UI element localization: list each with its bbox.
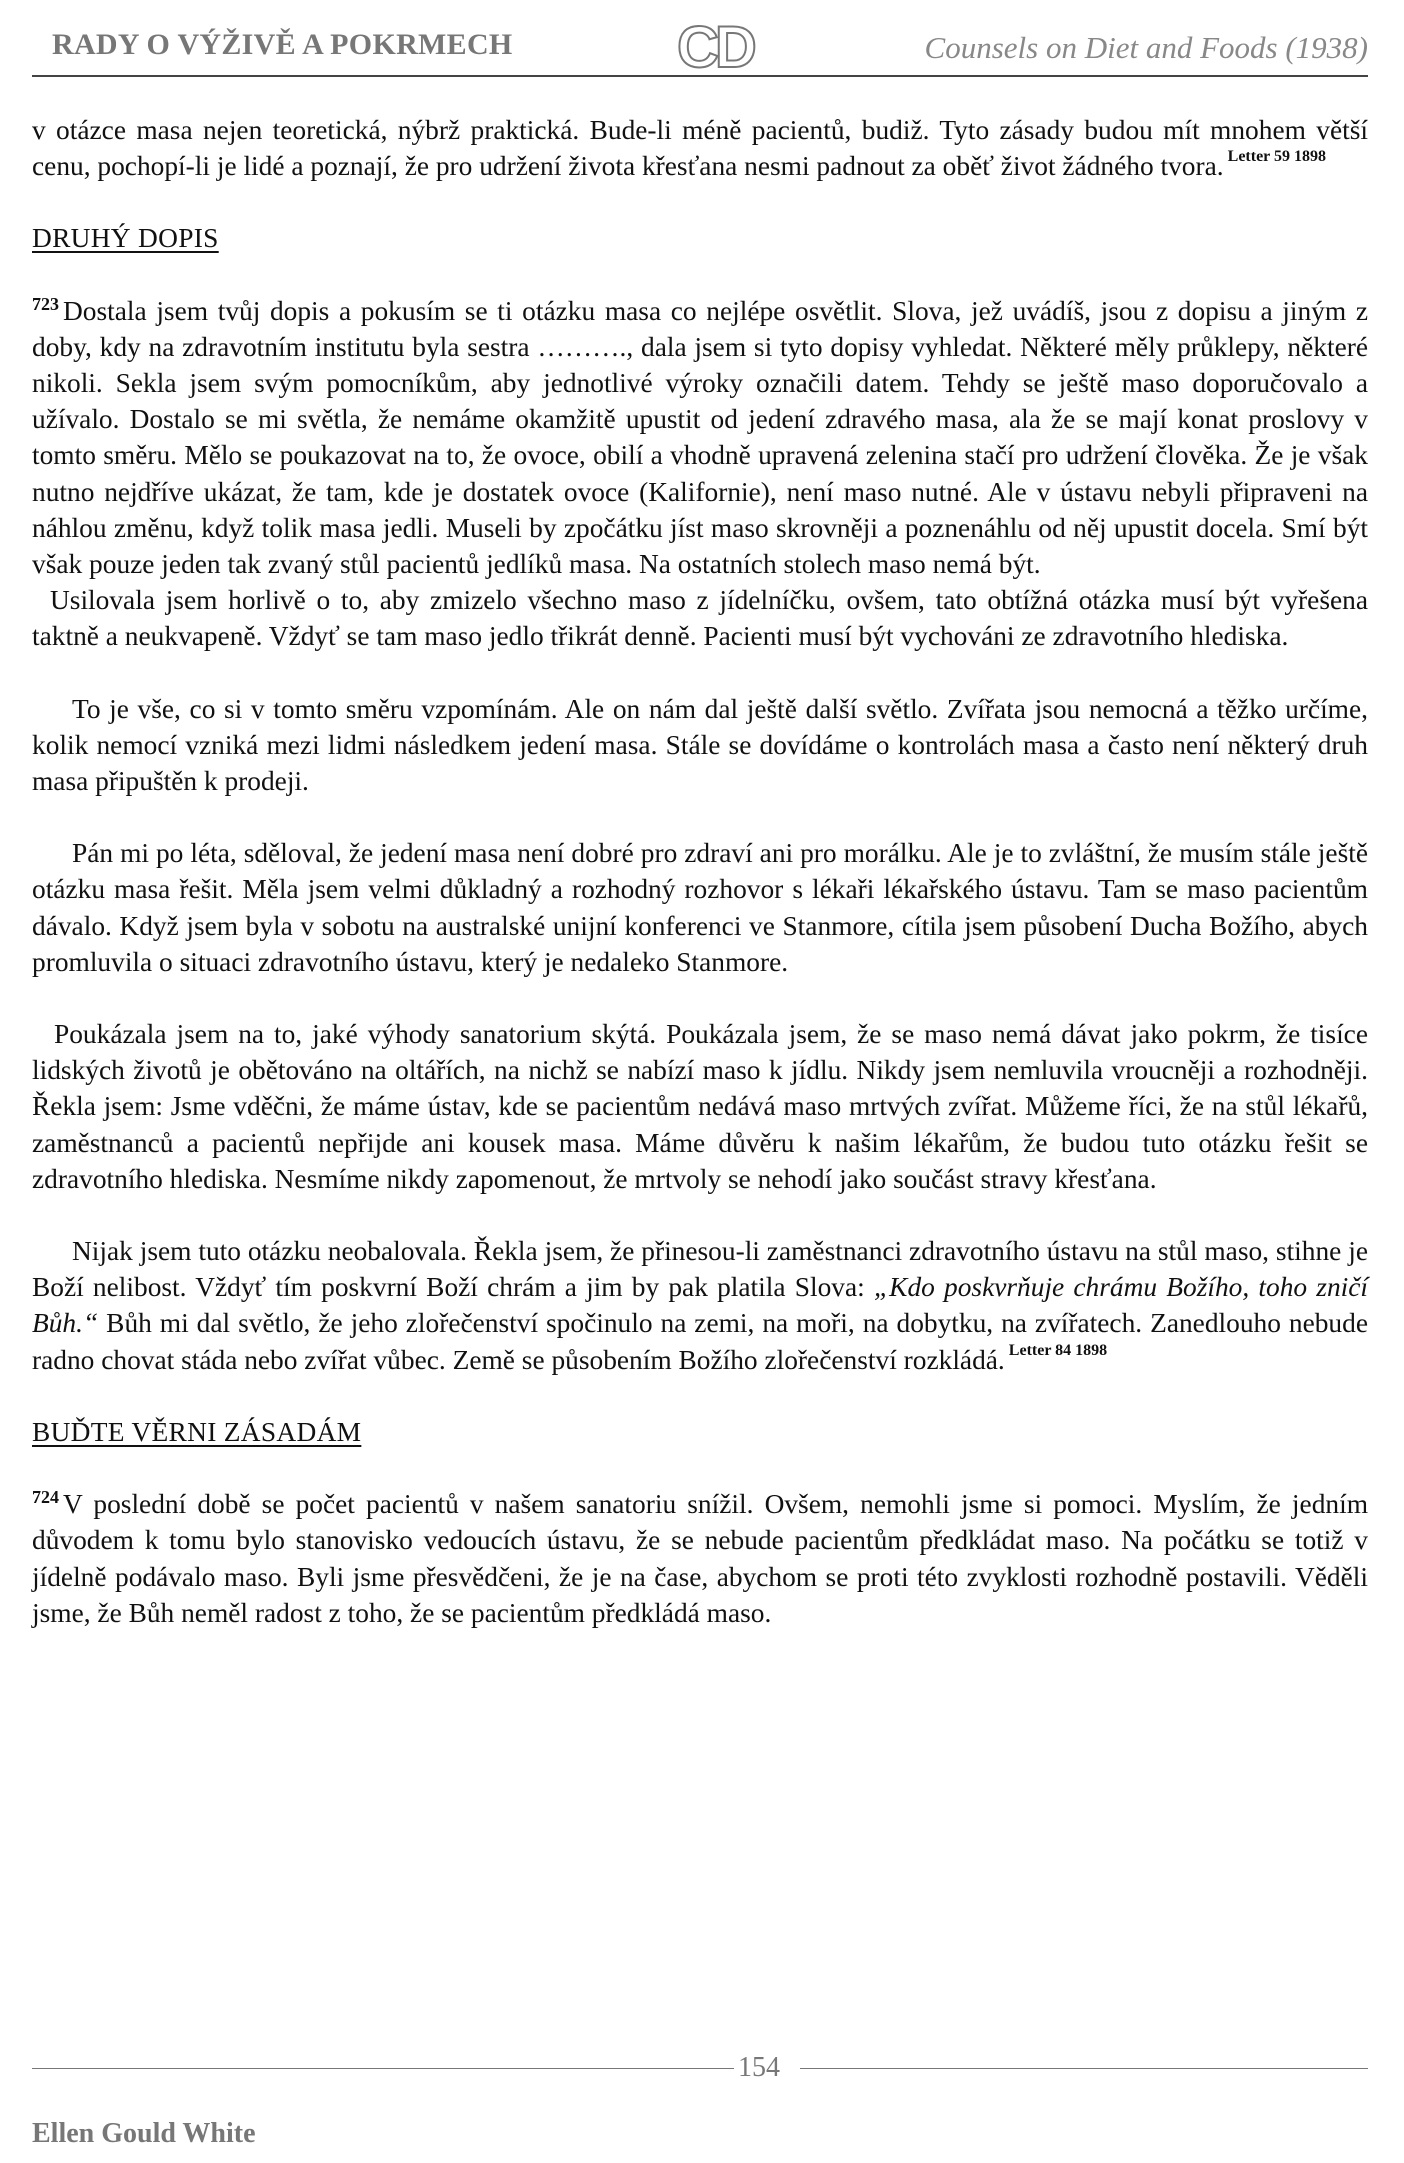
paragraph	[32, 1486, 1368, 1631]
paragraph-text: V poslední době se počet pacientů v našem sanatoriu snížil. Ovšem, nemohli jsme si pomoci. Myslím, že jedním důvodem k tomu bylo stanovisko vedoucích ústavu, že se nebude pacientům předkládat maso. Na počátku se totiž v jídelně podávalo maso. Byli jsme přesvědčeni, že je na čase, abychom se proti této zvyklosti rozhodně postavili. Věděli jsme, že Bůh neměl radost z toho, že se pacientům předkládá maso.	[32, 1489, 1368, 1628]
letter-reference: Letter 59 1898	[1227, 148, 1326, 166]
header-rule	[32, 75, 1368, 77]
paragraph	[32, 1233, 1368, 1378]
page-header	[32, 15, 1368, 80]
scripture-quote: „Kdo poskvrňuje chrámu Božího, toho zničí Bůh.“	[32, 1272, 1369, 1339]
page-number: 154	[738, 2052, 780, 2083]
section-heading: BUĎTE VĚRNI ZÁSADÁM	[32, 1416, 362, 1447]
author-name: Ellen Gould White	[32, 2118, 256, 2149]
paragraph-number: 724	[32, 1487, 59, 1508]
book-title-english: Counsels on Diet and Foods (1938)	[924, 30, 1368, 65]
paragraph: To je vše, co si v tomto směru vzpomínám. Ale on nám dal ještě další světlo. Zvířata jsou nemocná a těžko určíme, kolik nemocí vzniká mezi lidmi následkem jedení masa. Stále se dovídáme o kontrolách masa a často není některý druh masa připuštěn k prodeji.	[32, 693, 1368, 797]
book-title-czech: RADY O VÝŽIVĚ A POKRMECH	[52, 28, 513, 61]
paragraph	[32, 293, 1368, 583]
letter-reference: Letter 84 1898	[1008, 1341, 1108, 1359]
paragraph: Poukázala jsem na to, jaké výhody sanatorium skýtá. Poukázala jsem, že se maso nemá dávat jako pokrm, že tisíce lidských životů je obětováno na oltářích, na nichž se nabízí maso k jídlu. Nikdy jsem nemluvila vroucněji a rozhodněji. Řekla jsem: Jsme vděčni, že máme ústav, kde se pacientům nedává maso mrtvých zvířat. Můžeme říci, že na stůl lékařů, zaměstnanců a pacientů nepřijde ani kousek masa. Máme důvěru k našim lékařům, že budou tuto otázku řešit se zdravotního hlediska. Nesmíme nikdy zapomenout, že mrtvoly se nehodí jako součást stravy křesťana.	[32, 1019, 1368, 1194]
paragraph: Usilovala jsem horlivě o to, aby zmizelo všechno maso z jídelníčku, ovšem, tato obtížná otázka musí být vyřešena taktně a neukvapeně. Vždyť se tam maso jedlo třikrát denně. Pacienti musí být vychováni ze zdravotního hlediska.	[32, 585, 1368, 652]
footer-rule	[800, 2068, 1368, 2069]
footer-rule	[32, 2068, 734, 2069]
section-heading: DRUHÝ DOPIS	[32, 223, 219, 254]
page-body	[32, 112, 1368, 1631]
paragraph-text: Dostala jsem tvůj dopis a pokusím se ti otázku masa co nejlépe osvětlit. Slova, jež uvádíš, jsou z dopisu a jiným z doby, kdy na zdravotním institutu byla sestra ………., dala jsem si tyto dopisy vyhledat. Některé měly průklepy, některé nikoli. Sekla jsem svým pomocníkům, aby jednotlivé výroky označili datem. Tehdy se ještě maso doporučovalo a užívalo. Dostalo se mi světla, že nemáme okamžitě upustit od jedení zdravého masa, ala že se mají konat proslovy v tomto směru. Mělo se poukazovat na to, že ovoce, obilí a vhodně upravená zelenina stačí pro udržení člověka. Že je však nutno nejdříve ukázat, že tam, kde je dostatek ovoce (Kalifornie), není maso nutné. Ale v ústavu nebyli připraveni na náhlou změnu, když tolik masa jedli. Museli by zpočátku jíst maso skrovněji a poznenáhlu od něj upustit docela. Smí být však pouze jeden tak zvaný stůl pacientů jedlíků masa. Na ostatních stolech maso nemá být.	[32, 295, 1368, 580]
paragraph-text: Bůh mi dal světlo, že jeho zlořečenství spočinulo na zemi, na moři, na dobytku, na zvířatech. Zanedlouho nebude radno chovat stáda nebo zvířat vůbec. Země se působením Božího zlořečenství rozkládá.	[32, 1308, 1368, 1375]
paragraph	[32, 112, 1368, 184]
paragraph: Pán mi po léta, sděloval, že jedení masa není dobré pro zdraví ani pro morálku. Ale je to zvláštní, že musím stále ještě otázku masa řešit. Měla jsem velmi důkladný a rozhodný rozhovor s lékaři lékařského ústavu. Tam se maso pacientům dávalo. Když jsem byla v sobotu na australské unijní konferenci ve Stanmore, cítila jsem působení Ducha Božího, abych promluvila o situaci zdravotního ústavu, který je nedaleko Stanmore.	[32, 838, 1368, 977]
paragraph-text: Nijak jsem tuto otázku neobalovala. Řekla jsem, že přinesou-li zaměstnanci zdravotního ústavu na stůl maso, stihne je Boží nelibost. Vždyť tím poskvrní Boží chrám a jim by pak platila Slova:	[32, 1236, 1368, 1303]
paragraph-number: 723	[32, 293, 59, 314]
cd-logo: CD	[677, 15, 753, 80]
paragraph-text: v otázce masa nejen teoretická, nýbrž praktická. Bude-li méně pacientů, budiž. Tyto zásady budou mít mnohem větší cenu, pochopí-li je lidé a poznají, že pro udržení života křesťana nesmi padnout za oběť život žádného tvora.	[32, 115, 1368, 182]
